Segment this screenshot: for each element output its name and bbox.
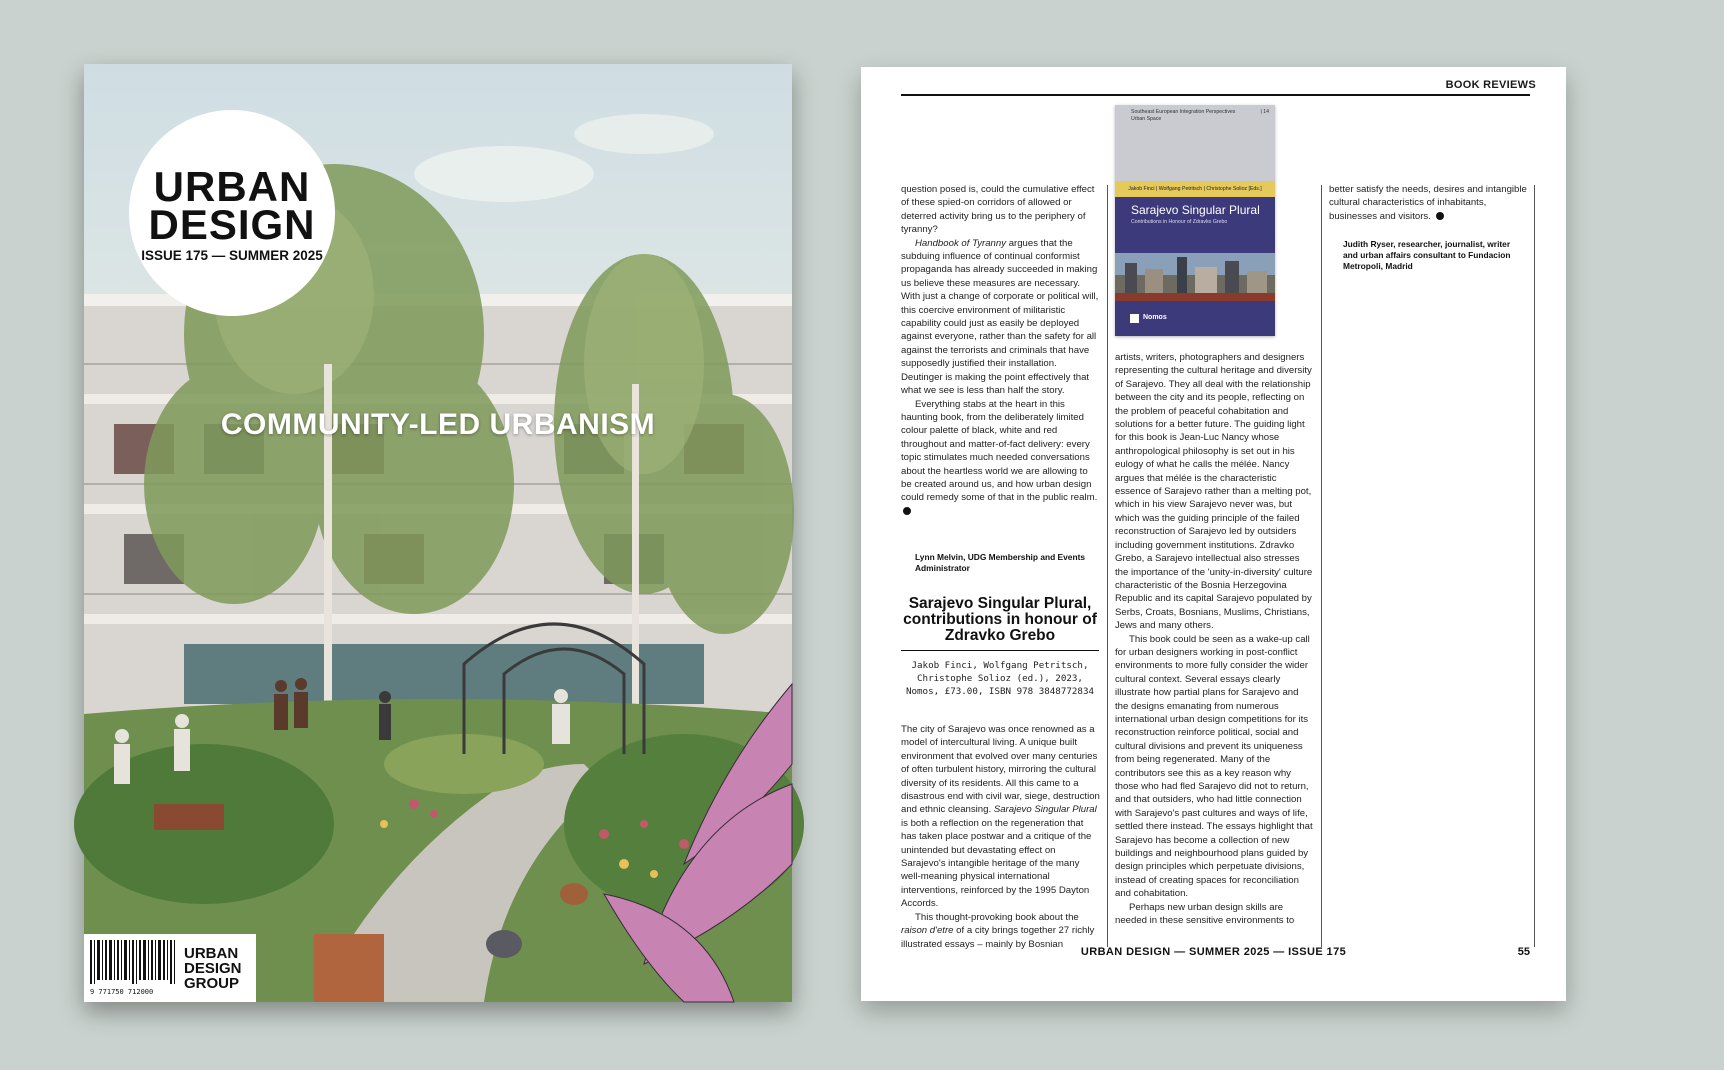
title-rule — [901, 650, 1099, 651]
review-title: Sarajevo Singular Plural, contributions in honour of Zdravko Grebo — [903, 595, 1097, 644]
book-series: Southeast European Integration Perspectives Urban Space — [1131, 109, 1236, 122]
paragraph-text: is both a reflection on the regeneration that has taken place postwar and a critique of the unintended but devastating effect on Sarajevo's intangible heritage of the many well-meaning physical international interventions, reinforced by the 1995 Dayton Accords. — [901, 817, 1092, 910]
paragraph-text: better satisfy the needs, desires and intangible cultural characteristics of inhabitants, businesses and visitors. — [1329, 184, 1527, 222]
paragraph: question posed is, could the cumulative effect of these spied-on corridors of allowed or deterred activity bring us to the periphery of tyranny? — [901, 184, 1095, 236]
column-divider — [1534, 185, 1535, 947]
book-editors: Jakob Finci | Wolfgang Petritsch | Christophe Solioz [Eds.] — [1115, 181, 1275, 197]
column-divider — [1107, 185, 1108, 947]
column-divider — [1321, 185, 1322, 947]
paragraph — [901, 723, 1101, 911]
publisher-line: DESIGN — [184, 960, 242, 977]
paragraph — [1329, 183, 1527, 223]
paragraph-text: of a city brings together 27 richly illustrated essays – mainly by Bosnian — [901, 925, 1095, 950]
paragraph-text: The city of Sarajevo was once renowned as a model of intercultural living. A unique built environment that evolved over many centuries of often turbulent history, mirroring the cultural diversity of its residents. All this came to a disastrous end with civil war, siege, destruction and ethnic cleansing. — [901, 724, 1100, 816]
logo-word-urban: URBAN — [153, 163, 311, 210]
barcode-box — [84, 934, 256, 1002]
magazine-cover — [84, 64, 792, 1002]
barcode-icon — [90, 940, 180, 992]
column-1-bottom — [901, 723, 1101, 950]
barcode-number: 9 771750 712000 — [90, 988, 154, 996]
book-subtitle: Contributions in Honour of Zdravko Grebo — [1131, 219, 1228, 225]
paragraph: This book could be seen as a wake-up call for urban designers working in post-conflict environments to more fully consider the wider cultural context. Several essays clearly illustrate how partial plans for Sarajevo and the designs emanating from numerous international urban design competitions for its reconstruction reinforce political, social and cultural divisions and prevent its uniqueness from being regenerated. Many of the contributors see this as a key reason why those who had fled Sarajevo did not to return, and that outsiders, who had little connection with Sarajevo's past cultures and ways of life, settled there instead. The essays highlight that Sarajevo has become a collection of new buildings and neighbourhood plans guided by design principles which perpetuate divisions, instead of creating spaces for reconciliation and cohabitation. — [1115, 633, 1313, 900]
book-cover-photo — [1115, 253, 1275, 301]
paragraph-text: Everything stabs at the heart in this haunting book, from the deliberately limited colour palette of black, white and red throughout and matter-of-fact delivery: every topic stimulates much needed conversations about the heartless world we are allowing to be created around us, and how urban design could remedy some of that in the public realm. — [901, 398, 1098, 504]
publisher-line: URBAN — [184, 945, 239, 962]
italic-title: raison d'etre — [901, 925, 954, 937]
italic-title: Handbook of Tyranny — [915, 237, 1007, 249]
paragraph — [901, 911, 1101, 951]
top-rule — [901, 94, 1530, 96]
publisher-logo — [184, 946, 242, 991]
publisher-line: GROUP — [184, 975, 240, 992]
review-author: Judith Ryser, researcher, journalist, writer and urban affairs consultant to Fundacion Metropoli, Madrid — [1343, 239, 1511, 271]
paragraph — [901, 398, 1099, 519]
publisher-icon — [1130, 314, 1139, 323]
cover-logo — [129, 110, 335, 316]
column-1-top — [901, 183, 1099, 527]
section-label: BOOK REVIEWS — [1445, 79, 1536, 91]
issue-line: ISSUE 175 — SUMMER 2025 — [141, 248, 323, 263]
logo-word-design: DESIGN — [148, 201, 316, 248]
review-page — [861, 67, 1566, 1001]
book-title: Sarajevo Singular Plural — [1131, 203, 1260, 217]
paragraph: artists, writers, photographers and designers representing the cultural heritage and diversity of Sarajevo. They all deal with the relationship between the city and its people, reflecting on the problem of peaceful cohabitation and solutions for a better future. The guiding light for this book is Jean-Luc Nancy whose anthropological philosophy is set out in his eulogy of what he calls the mélée. Nancy argues that mélée is the characteristic essence of Sarajevo rather than a melting pot, which in his view Sarajevo never was, but which was the guiding principle of the failed reconstruction of Sarajevo led by outsiders including government institutions. Zdravko Grebo, a Sarajevo intellectual also stresses the importance of the 'unity-in-diversity' culture characteristic of the Bosnia Herzegovina Republic and its capital Sarajevo populated by Serbs, Croats, Bosnians, Muslims, Christians, Jews and many others. — [1115, 352, 1313, 632]
review-author: Lynn Melvin, UDG Membership and Events Administrator — [915, 552, 1086, 573]
page-number: 55 — [1517, 946, 1530, 958]
bibliographic-details: Jakob Finci, Wolfgang Petritsch, Christophe Solioz (ed.), 2023, Nomos, £73.00, ISBN 978 3848772834 — [905, 660, 1095, 697]
paragraph: Perhaps new urban design skills are needed in these sensitive environments to — [1115, 901, 1295, 927]
column-3 — [1329, 183, 1527, 227]
end-mark-icon — [903, 507, 911, 515]
paragraph — [901, 237, 1099, 398]
end-mark-icon — [1436, 212, 1444, 220]
book-series-number: | 14 — [1260, 109, 1269, 115]
page-footer: URBAN DESIGN — SUMMER 2025 — ISSUE 175 — [1080, 946, 1347, 958]
paragraph-text: This thought-provoking book about the — [915, 911, 1079, 923]
book-publisher: Nomos — [1143, 314, 1167, 321]
italic-title: Sarajevo Singular Plural — [993, 804, 1097, 816]
column-2 — [1115, 351, 1313, 941]
book-cover — [1115, 105, 1275, 336]
cover-headline: COMMUNITY-LED URBANISM — [220, 408, 656, 441]
paragraph-text: argues that the subduing influence of continual conformist propaganda has already succeeded in making us believe these measures are necessary. With just a change of corporate or political will, this coercive environment of militaristic capability could just as easily be deployed against everyone, rather than the safety for all against the terrorists and criminals that have supposedly justified their installation. Deutinger is making the point effectively that what we see is less than half the story. — [901, 237, 1099, 397]
